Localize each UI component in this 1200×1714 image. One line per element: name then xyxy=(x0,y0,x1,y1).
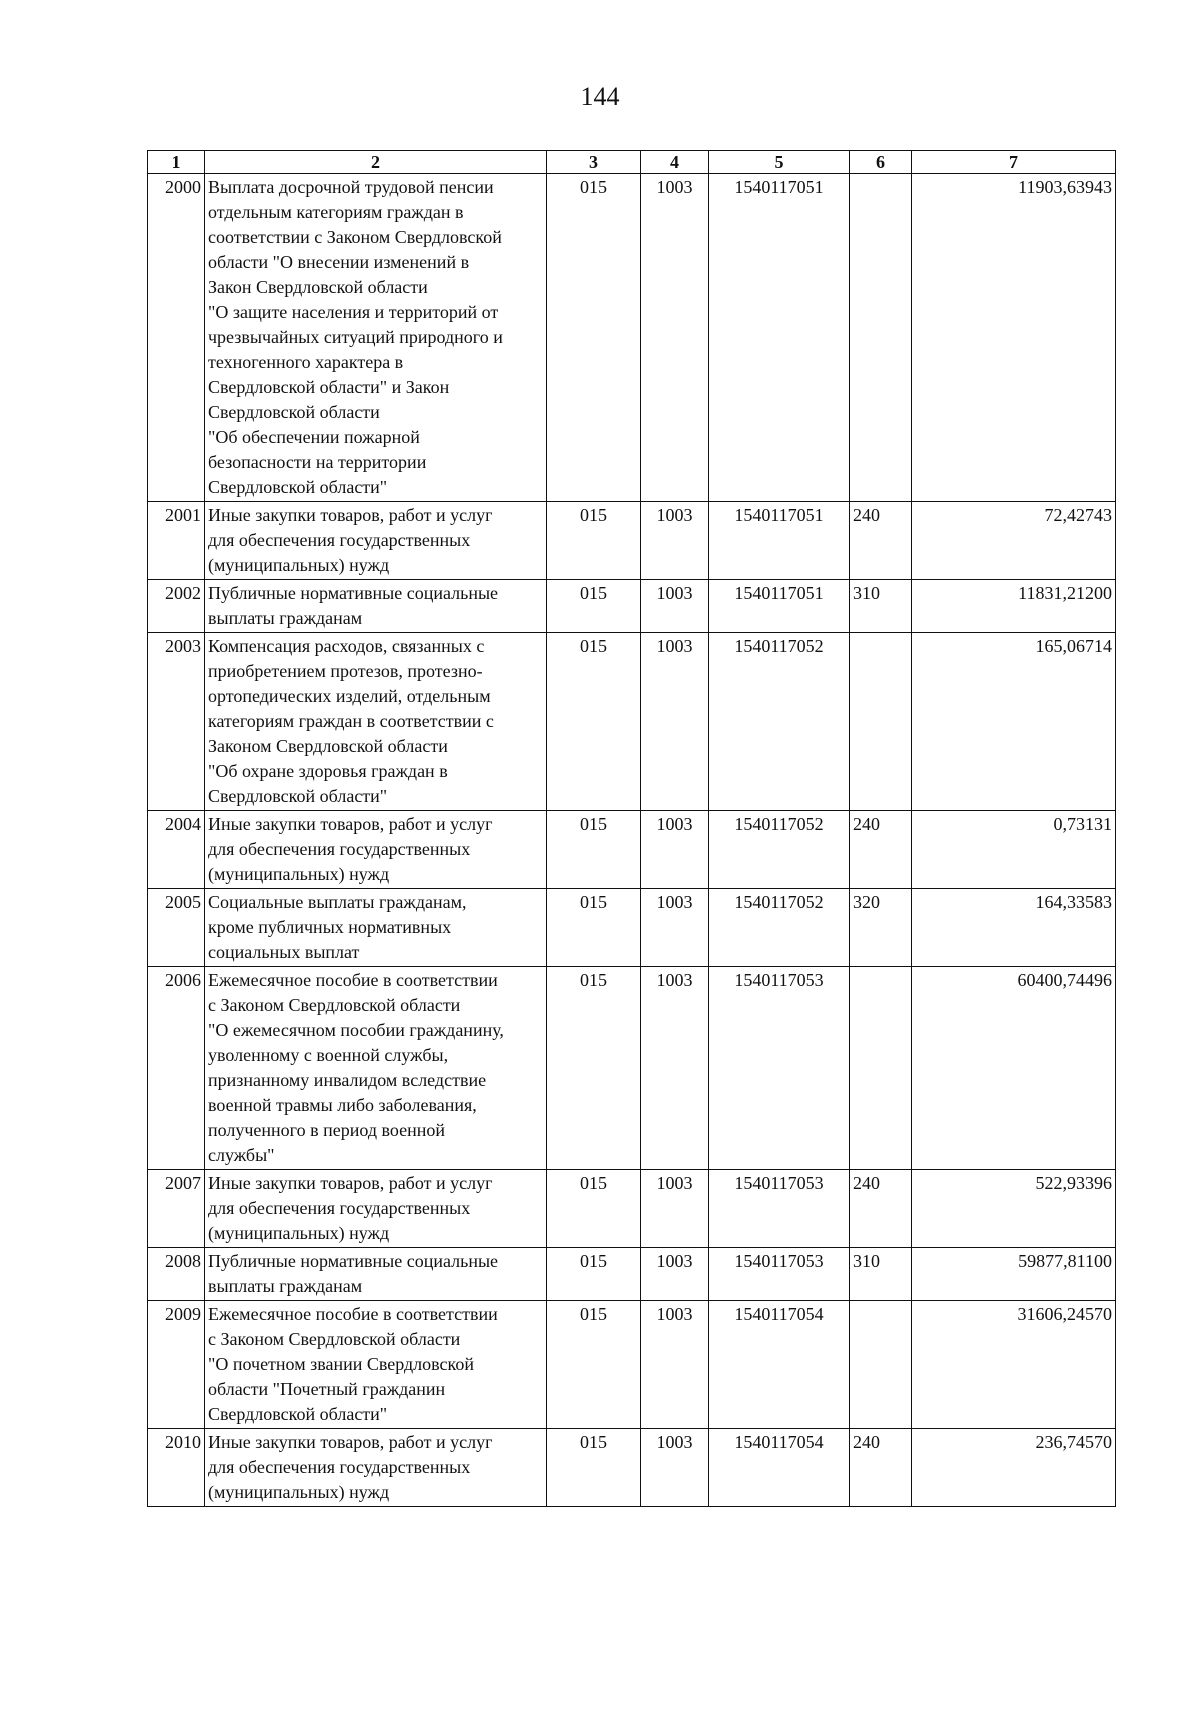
table-row xyxy=(148,1248,1116,1301)
header-row xyxy=(148,151,1116,174)
row-description: Ежемесячное пособие в соответствии с Законом Свердловской области "О ежемесячном пособии гражданину, уволенному с военной службы, признанному инвалидом вследствие военной травмы либо заболевания, полученного в период военной службы" xyxy=(205,967,547,1170)
row-amount: 11903,63943 xyxy=(912,174,1116,502)
row-number: 2004 xyxy=(148,811,205,889)
row-number: 2006 xyxy=(148,967,205,1170)
row-code-target: 1540117053 xyxy=(709,1170,850,1248)
table-row xyxy=(148,502,1116,580)
row-code-target: 1540117051 xyxy=(709,502,850,580)
row-amount: 60400,74496 xyxy=(912,967,1116,1170)
row-code-expense-type xyxy=(850,174,912,502)
row-number: 2000 xyxy=(148,174,205,502)
row-code-ministry: 015 xyxy=(547,889,641,967)
row-amount: 0,73131 xyxy=(912,811,1116,889)
table-row xyxy=(148,633,1116,811)
table-row xyxy=(148,811,1116,889)
table-row xyxy=(148,967,1116,1170)
row-description: Ежемесячное пособие в соответствии с Законом Свердловской области "О почетном звании Свердловской области "Почетный гражданин Свердловской области" xyxy=(205,1301,547,1429)
row-code-ministry: 015 xyxy=(547,967,641,1170)
row-amount: 72,42743 xyxy=(912,502,1116,580)
row-code-target: 1540117054 xyxy=(709,1429,850,1507)
row-code-section: 1003 xyxy=(641,967,709,1170)
row-code-ministry: 015 xyxy=(547,1248,641,1301)
table-body xyxy=(148,174,1116,1507)
row-code-expense-type: 240 xyxy=(850,1170,912,1248)
row-code-expense-type: 310 xyxy=(850,1248,912,1301)
row-description: Публичные нормативные социальные выплаты гражданам xyxy=(205,1248,547,1301)
row-code-section: 1003 xyxy=(641,811,709,889)
row-amount: 522,93396 xyxy=(912,1170,1116,1248)
row-number: 2001 xyxy=(148,502,205,580)
header-col-6: 6 xyxy=(850,151,912,174)
table-row xyxy=(148,889,1116,967)
row-description: Выплата досрочной трудовой пенсии отдельным категориям граждан в соответствии с Законом Свердловской области "О внесении изменений в Закон Свердловской области "О защите населения и территорий от чрезвычайных ситуаций природного и техногенного характера в Свердловской области" и Закон Свердловской области "Об обеспечении пожарной безопасности на территории Свердловской области" xyxy=(205,174,547,502)
row-code-target: 1540117051 xyxy=(709,174,850,502)
row-code-section: 1003 xyxy=(641,174,709,502)
row-code-section: 1003 xyxy=(641,1170,709,1248)
header-col-3: 3 xyxy=(547,151,641,174)
row-code-ministry: 015 xyxy=(547,811,641,889)
budget-table xyxy=(147,150,1116,1507)
row-description: Иные закупки товаров, работ и услуг для обеспечения государственных (муниципальных) нужд xyxy=(205,811,547,889)
header-col-7: 7 xyxy=(912,151,1116,174)
row-code-section: 1003 xyxy=(641,633,709,811)
row-code-expense-type: 320 xyxy=(850,889,912,967)
row-code-section: 1003 xyxy=(641,889,709,967)
table-row xyxy=(148,174,1116,502)
table-header xyxy=(148,151,1116,174)
row-code-section: 1003 xyxy=(641,502,709,580)
row-code-expense-type xyxy=(850,633,912,811)
row-code-expense-type: 240 xyxy=(850,1429,912,1507)
row-code-ministry: 015 xyxy=(547,1170,641,1248)
row-code-target: 1540117051 xyxy=(709,580,850,633)
row-amount: 236,74570 xyxy=(912,1429,1116,1507)
table-row xyxy=(148,1301,1116,1429)
row-code-expense-type: 240 xyxy=(850,502,912,580)
row-number: 2009 xyxy=(148,1301,205,1429)
row-description: Компенсация расходов, связанных с приобретением протезов, протезно- ортопедических изделий, отдельным категориям граждан в соответствии с Законом Свердловской области "Об охране здоровья граждан в Свердловской области" xyxy=(205,633,547,811)
row-description: Социальные выплаты гражданам, кроме публичных нормативных социальных выплат xyxy=(205,889,547,967)
header-col-2: 2 xyxy=(205,151,547,174)
row-number: 2008 xyxy=(148,1248,205,1301)
row-code-target: 1540117052 xyxy=(709,811,850,889)
row-code-target: 1540117053 xyxy=(709,967,850,1170)
row-amount: 164,33583 xyxy=(912,889,1116,967)
page-number: 144 xyxy=(580,82,620,111)
row-number: 2010 xyxy=(148,1429,205,1507)
row-code-section: 1003 xyxy=(641,1301,709,1429)
row-code-expense-type xyxy=(850,967,912,1170)
row-amount: 165,06714 xyxy=(912,633,1116,811)
row-code-section: 1003 xyxy=(641,1248,709,1301)
row-description: Иные закупки товаров, работ и услуг для обеспечения государственных (муниципальных) нужд xyxy=(205,502,547,580)
row-amount: 11831,21200 xyxy=(912,580,1116,633)
row-code-ministry: 015 xyxy=(547,502,641,580)
row-code-expense-type xyxy=(850,1301,912,1429)
row-code-target: 1540117052 xyxy=(709,889,850,967)
table-row xyxy=(148,1170,1116,1248)
row-code-ministry: 015 xyxy=(547,174,641,502)
row-code-expense-type: 310 xyxy=(850,580,912,633)
row-code-ministry: 015 xyxy=(547,580,641,633)
row-amount: 59877,81100 xyxy=(912,1248,1116,1301)
row-number: 2005 xyxy=(148,889,205,967)
row-code-target: 1540117054 xyxy=(709,1301,850,1429)
row-code-ministry: 015 xyxy=(547,633,641,811)
row-code-target: 1540117052 xyxy=(709,633,850,811)
row-code-ministry: 015 xyxy=(547,1301,641,1429)
header-col-5: 5 xyxy=(709,151,850,174)
row-description: Иные закупки товаров, работ и услуг для обеспечения государственных (муниципальных) нужд xyxy=(205,1170,547,1248)
row-amount: 31606,24570 xyxy=(912,1301,1116,1429)
header-col-4: 4 xyxy=(641,151,709,174)
row-code-expense-type: 240 xyxy=(850,811,912,889)
header-col-1: 1 xyxy=(148,151,205,174)
row-number: 2007 xyxy=(148,1170,205,1248)
row-code-ministry: 015 xyxy=(547,1429,641,1507)
row-description: Иные закупки товаров, работ и услуг для обеспечения государственных (муниципальных) нужд xyxy=(205,1429,547,1507)
row-number: 2003 xyxy=(148,633,205,811)
row-description: Публичные нормативные социальные выплаты гражданам xyxy=(205,580,547,633)
row-code-section: 1003 xyxy=(641,580,709,633)
row-number: 2002 xyxy=(148,580,205,633)
row-code-target: 1540117053 xyxy=(709,1248,850,1301)
table-row xyxy=(148,1429,1116,1507)
row-code-section: 1003 xyxy=(641,1429,709,1507)
table-row xyxy=(148,580,1116,633)
